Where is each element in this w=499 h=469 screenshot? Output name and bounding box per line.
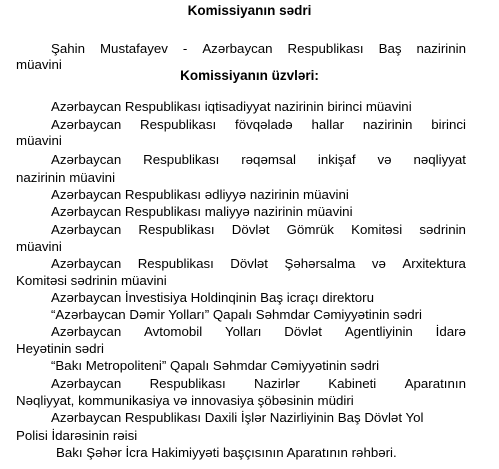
line-text: Nəqliyyat, kommunikasiya və innovasiya şöbəsinin müdiri (16, 393, 354, 408)
chair-heading: Komissiyanın sədri (187, 3, 312, 18)
word: Azərbaycan (51, 376, 122, 391)
word: və (377, 152, 392, 167)
word: Kabineti (328, 376, 377, 391)
word: nəqliyyat (413, 152, 466, 167)
members-heading: Komissiyanın üzvləri: (180, 68, 319, 83)
line-text: Azərbaycan Respublikası iqtisadiyyat nazirinin birinci müavini (51, 99, 412, 114)
member-line (51, 117, 466, 133)
word: və (371, 256, 386, 271)
word: Respublikası (140, 117, 217, 132)
word: Respublikası (137, 256, 214, 271)
word: Azərbaycan (51, 117, 122, 132)
word: Arxitektura (402, 256, 466, 271)
word: Azərbaycan (51, 256, 122, 271)
word: fövqəladə (235, 117, 293, 132)
member-line (16, 239, 62, 255)
word: Komitəsi (351, 222, 403, 237)
word: nazirinin (416, 41, 466, 56)
member-line (51, 152, 466, 168)
line-text: müavini (16, 133, 62, 148)
member-line (51, 99, 412, 115)
member-line (56, 445, 397, 461)
word: sədrinin (419, 222, 466, 237)
line-text: Heyətinin sədri (16, 341, 104, 356)
member-line (51, 222, 466, 238)
member-line (51, 187, 349, 203)
word: Gömrük (286, 222, 334, 237)
word: hallar (311, 117, 345, 132)
word: Şahin (51, 41, 86, 56)
word: Dövlət (230, 256, 268, 271)
word: Yolları (225, 324, 262, 339)
word: Respublikası (138, 222, 215, 237)
word: Nazirlər (254, 376, 300, 391)
member-line (16, 428, 137, 444)
member-line (51, 358, 379, 374)
member-line (16, 393, 354, 409)
line-text: Komitəsi sədrinin müavini (16, 273, 167, 288)
word: - (182, 41, 188, 56)
member-line (51, 256, 466, 272)
line-text: Azərbaycan Respublikası maliyyə nazirinin müavini (51, 204, 353, 219)
line-text: Azərbaycan Respublikası ədliyyə nazirinin müavini (51, 187, 349, 202)
member-line (16, 273, 167, 289)
line-text: müavini (16, 57, 62, 72)
member-line (16, 133, 62, 149)
member-line (51, 324, 466, 340)
word: Azərbaycan (51, 222, 122, 237)
word: Şəhərsalma (284, 256, 356, 271)
line-text: müavini (16, 239, 62, 254)
member-line (51, 307, 422, 323)
word: Aparatının (404, 376, 466, 391)
line-text: Azərbaycan İnvestisiya Holdinqinin Baş icraçı direktoru (51, 290, 374, 305)
line-text: Polisi İdarəsinin rəisi (16, 428, 138, 443)
line-text: “Azərbaycan Dəmir Yolları” Qapalı Səhmdar Cəmiyyətinin sədri (51, 307, 422, 322)
word: rəqəmsal (241, 152, 296, 167)
word: Respublikası (143, 152, 220, 167)
member-line (51, 410, 423, 426)
line-text: nazirinin müavini (16, 170, 116, 185)
word: Respublikası (287, 41, 364, 56)
line-text: Bakı Şəhər İcra Hakimiyyəti başçısının Aparatının rəhbəri. (56, 445, 397, 460)
chair-line (51, 41, 466, 57)
line-text: Azərbaycan Respublikası Daxili İşlər Nazirliyinin Baş Dövlət Yol (51, 410, 424, 425)
line-text: “Bakı Metropoliteni” Qapalı Səhmdar Cəmiyyətinin sədri (51, 358, 380, 373)
member-line (16, 170, 115, 186)
word: Azərbaycan (51, 152, 122, 167)
word: Avtomobil (144, 324, 203, 339)
word: nazirinin (362, 117, 413, 132)
word: inkişaf (317, 152, 356, 167)
word: Dövlət (284, 324, 322, 339)
word: İdarə (435, 324, 466, 339)
word: Azərbaycan (202, 41, 273, 56)
word: Dövlət (231, 222, 270, 237)
word: Baş (378, 41, 402, 56)
word: birinci (431, 117, 466, 132)
word: Agentliyinin (344, 324, 413, 339)
member-line (51, 376, 466, 392)
member-line (16, 341, 104, 357)
word: Azərbaycan (51, 324, 122, 339)
member-line (51, 290, 374, 306)
member-line (51, 204, 353, 220)
word: Mustafayev (99, 41, 168, 56)
word: Respublikası (149, 376, 226, 391)
